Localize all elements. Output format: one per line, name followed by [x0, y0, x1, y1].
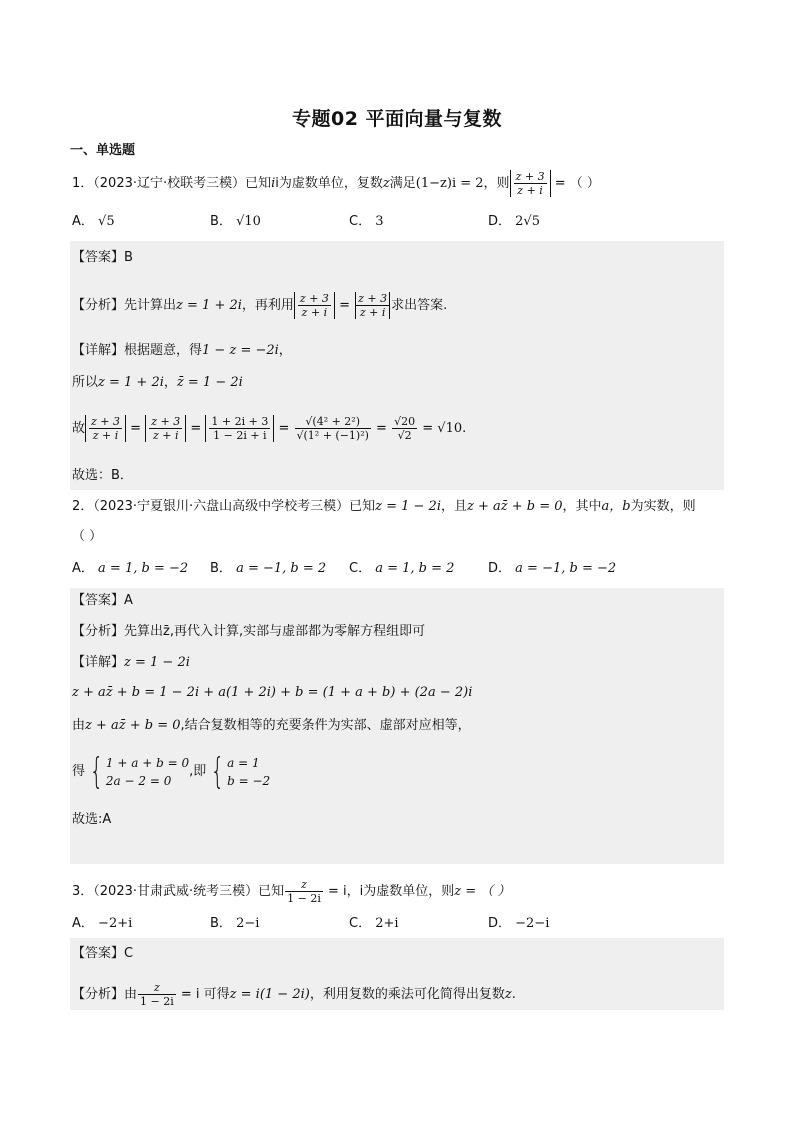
q1-analysis: 【分析】先计算出z = 1 + 2i，再利用 $\frac{z + 3}{\overline{z} + i}$ = $\frac{z + 3}{\overline{z} + i}$ 求出答案. — [72, 292, 448, 319]
q3-option-d: D． −2−i — [488, 916, 550, 931]
q3-stem: 3．（2023·甘肃武威·统考三模）已知 $\frac{z}{1 - 2i}$ = i，i为虚数单位，则z = （ ） — [72, 878, 511, 905]
q1-option-d: D． 2√5 — [488, 214, 540, 229]
section-heading: 一、单选题 — [70, 143, 136, 158]
q1-option-a: A． √5 — [72, 214, 115, 229]
q3-option-c: C． 2+i — [349, 916, 399, 931]
q2-analysis: 【分析】先算出z̄,再代入计算,实部与虚部都为零解方程组即可 — [72, 624, 426, 639]
q1-option-b: B． √10 — [210, 214, 261, 229]
q1-detail: 【详解】根据题意，得1 − z = −2i， — [72, 343, 292, 358]
q3-option-b: B． 2−i — [210, 916, 260, 931]
q3-analysis: 【分析】由 $\frac{z}{1 - 2i}$ = i 可得z = i(1 − 2i)，利用复数的乘法可化简得出复数z. — [72, 981, 516, 1008]
q1-option-c: C． 3 — [349, 214, 384, 229]
q2-choose: 故选:A — [72, 812, 112, 827]
q2-answer: 【答案】A — [72, 593, 133, 608]
q2-detail: 【详解】z = 1 − 2i — [72, 655, 190, 670]
page-title: 专题02 平面向量与复数 — [291, 108, 503, 130]
q1-solution-box — [70, 241, 724, 490]
q1-so: 所以z = 1 + 2i，z̄ = 1 − 2i — [72, 375, 243, 390]
q2-system: 得 { 1 + a + b = 0 2a − 2 = 0 ,即 { a = 1 b = −2 — [72, 750, 271, 792]
q2-paren: （ ） — [72, 529, 103, 544]
q2-option-d: D． a = −1, b = −2 — [488, 561, 617, 576]
q2-condition: 由z + az̄ + b = 0,结合复数相等的充要条件为实部、虚部对应相等， — [72, 718, 471, 733]
q3-answer: 【答案】C — [72, 946, 134, 961]
q2-option-c: C． a = 1, b = 2 — [349, 561, 455, 576]
q2-stem: 2．（2023·宁夏银川·六盘山高级中学校考三模）已知z = 1 − 2i，且z + az̄ + b = 0，其中a，b为实数，则 — [72, 499, 696, 514]
q1-choose: 故选：B． — [72, 468, 133, 483]
q1-answer: 【答案】B — [72, 250, 133, 265]
q2-option-a: A． a = 1, b = −2 — [72, 561, 189, 576]
q2-expand: z + az̄ + b = 1 − 2i + a(1 + 2i) + b = (1 + a + b) + (2a − 2)i — [72, 685, 473, 700]
q3-option-a: A． −2+i — [72, 916, 133, 931]
q1-computation: 故 $\frac{z + 3}{\overline{z} + i}$ = $\frac{z + 3}{\overline{z} + i}$ = $\frac{1 + 2i + 3}{1 - 2i + i}$ = $\frac{\text{√(4² + 2²)}}{\text{√(1² + (−1)²)}}$ = $\frac{√20}{√2}$ = √10. — [72, 415, 467, 442]
q2-option-b: B． a = −1, b = 2 — [210, 561, 327, 576]
q1-stem: 1．（2023·辽宁·校联考三模）已知ii为虚数单位，复数z满足(1−z)i = 2，则 $\frac{z + 3}{\overline{z} + i}$ = （ ） — [72, 170, 600, 197]
